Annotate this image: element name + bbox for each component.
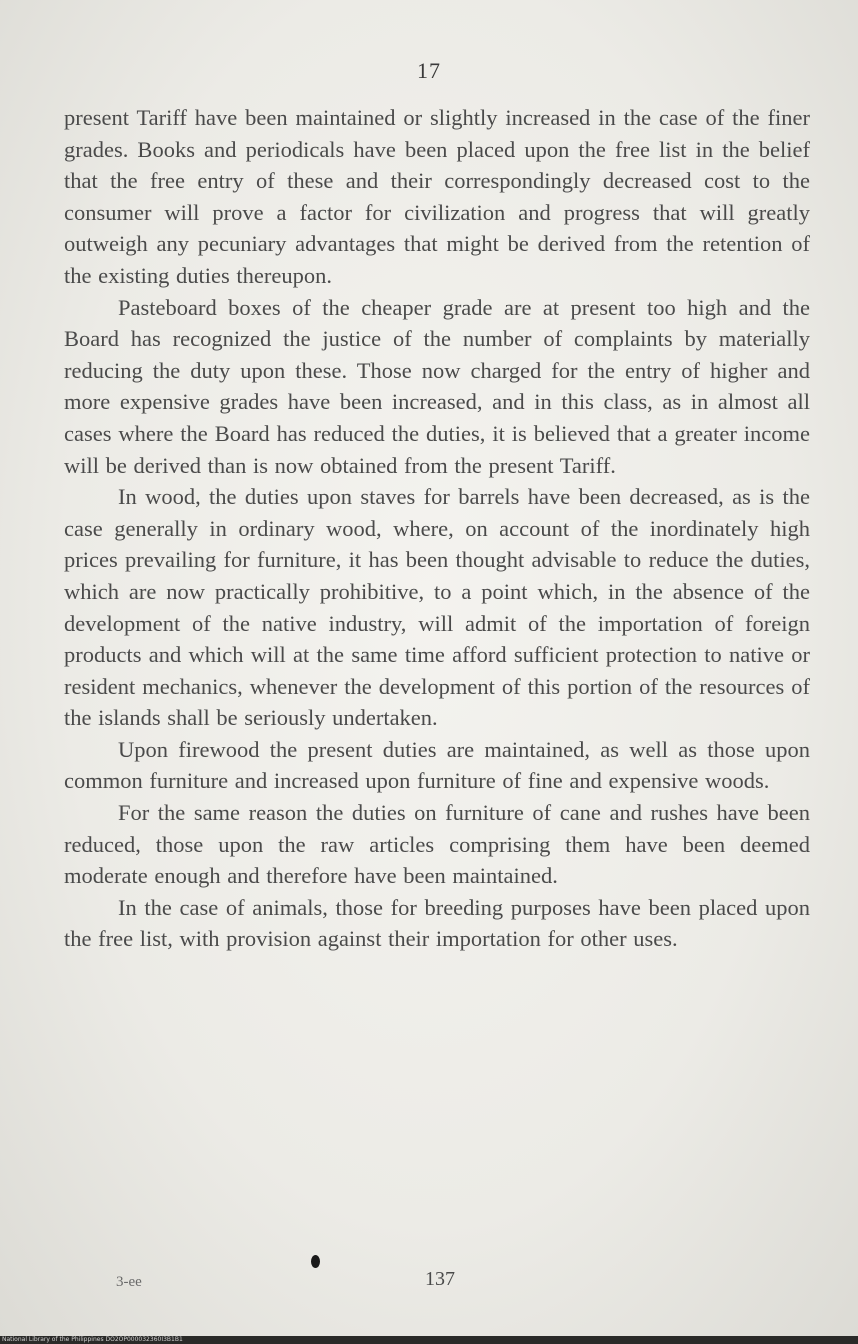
scan-credit: National Library of the Philippines DO2OP000032360I3B1B1	[2, 1336, 183, 1343]
paragraph: In the case of animals, those for breeding purposes have been placed upon the free list, with provision against their importation for other uses.	[64, 894, 810, 952]
scan-footer-strip	[0, 1336, 858, 1344]
paragraph: Upon firewood the present duties are maintained, as well as those upon common furniture and increased upon furniture of fine and expensive woods.	[64, 736, 810, 794]
ink-blot-mark	[311, 1255, 320, 1268]
paragraph: In wood, the duties upon staves for barrels have been decreased, as is the case generally in ordinary wood, where, on account of the inordinately high prices prevailing for furniture, it has been thought advisable to reduce the duties, which are now practically prohibitive, to a point which, in the absence of the development of the native industry, will admit of the importation of foreign products and which will at the same time afford sufficient protection to native or resident mechanics, whenever the development of this portion of the resources of the islands shall be seriously undertaken.	[64, 484, 810, 731]
sheet-number: 137	[425, 1268, 455, 1290]
paragraph: Pasteboard boxes of the cheaper grade are at present too high and the Board has recognized the justice of the number of complaints by materially reducing the duty upon these. Those now charged for the entry of higher and more expensive grades have been increased, and in this class, as in almost all cases where the Board has reduced the duties, it is believed that a greater income will be derived than is now obtained from the present Tariff.	[64, 294, 810, 478]
page-number: 17	[417, 58, 441, 83]
paragraph: present Tariff have been maintained or slightly increased in the case of the finer grades. Books and periodicals have been placed upon the free list in the belief that the free entry of these and their correspondingly decreased cost to the consumer will prove a factor for civilization and progress that will greatly outweigh any pecuniary advantages that might be derived from the retention of the existing duties thereupon.	[64, 105, 810, 288]
signature-mark: 3-ee	[116, 1274, 142, 1290]
body-text	[64, 102, 810, 955]
paragraph: For the same reason the duties on furniture of cane and rushes have been reduced, those upon the raw articles comprising them have been deemed moderate enough and therefore have been maintained.	[64, 800, 810, 889]
